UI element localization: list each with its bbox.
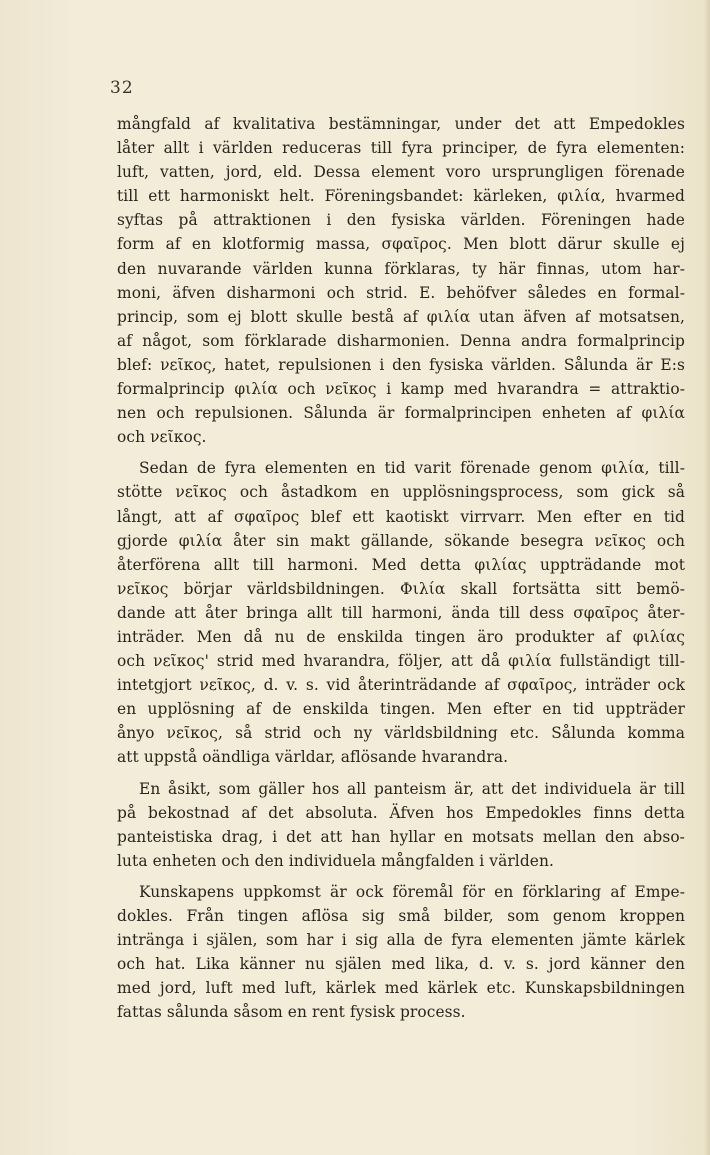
text-line: mångfald af kvalitativa bestämningar, under det att Empedokles: [117, 115, 685, 133]
page-edge-shadow: [704, 0, 710, 1155]
text-line: stötte νεῖκος och åstadkom en upplösningsprocess, som gick så: [117, 483, 685, 502]
text-line: intetgjort νεῖκος, d. v. s. vid återinträdande af σφαῖρος, inträder ock: [117, 676, 685, 695]
text-line: panteistiska drag, i det att han hyllar en motsats mellan den abso-: [117, 827, 685, 846]
text-line: moni, äfven disharmoni och strid. E. behöfver således en formal-: [117, 283, 685, 302]
text-line: på bekostnad af det absoluta. Äfven hos Empedokles finns detta: [117, 803, 685, 822]
text-line: låter allt i världen reduceras till fyra principer, de fyra elementen:: [117, 139, 685, 158]
paragraph-world-formation: [117, 456, 685, 769]
text-line: νεῖκος börjar världsbildningen. Φιλία skall fortsätta sitt bemö-: [117, 579, 685, 598]
text-line: ånyo νεῖκος, så strid och ny världsbildning etc. Sålunda komma: [117, 724, 685, 743]
text-line: med jord, luft med luft, kärlek med kärlek etc. Kunskapsbildningen: [117, 979, 685, 998]
text-line: syftas på attraktionen i den fysiska världen. Föreningen hade: [117, 211, 685, 230]
text-line: att uppstå oändliga världar, aflösande hvarandra.: [117, 748, 509, 767]
text-line: en upplösning af de enskilda tingen. Men efter en tid uppträder: [117, 700, 685, 719]
text-line: den nuvarande världen kunna förklaras, ty här finnas, utom har-: [117, 259, 685, 278]
text-line: af något, som förklarade disharmonien. Denna andra formalprincip: [117, 331, 685, 350]
text-line: till ett harmoniskt helt. Föreningsbandet: kärleken, φιλία, hvarmed: [117, 187, 685, 206]
text-line: och νεῖκος' strid med hvarandra, följer, att då φιλία fullständigt till-: [117, 652, 685, 671]
text-line: nen och repulsionen. Sålunda är formalprincipen enheten af φιλία: [117, 404, 685, 423]
text-line: Kunskapens uppkomst är ock föremål för en förklaring af Empe-: [139, 882, 685, 901]
text-line: luta enheten och den individuela mångfalden i världen.: [117, 851, 554, 870]
text-line: långt, att af σφαῖρος blef ett kaotiskt virrvarr. Men efter en tid: [117, 507, 685, 526]
paragraph-pantheism: [117, 777, 685, 873]
text-line: och hat. Lika känner nu själen med lika, d. v. s. jord känner den: [117, 955, 685, 974]
text-line: Sedan de fyra elementen en tid varit förenade genom φιλία, till-: [139, 459, 685, 478]
text-line: dokles. Från tingen aflösa sig små bilder, som genom kroppen: [117, 907, 685, 925]
paragraph-knowledge: [117, 880, 685, 1025]
text-line: dande att åter bringa allt till harmoni, ända till dess σφαῖρος åter-: [117, 603, 685, 622]
text-line: blef: νεῖκος, hatet, repulsionen i den fysiska världen. Sålunda är E:s: [117, 355, 685, 374]
page-number: 32: [110, 78, 134, 98]
text-line: inträder. Men då nu de enskilda tingen äro produkter af φιλίας: [117, 627, 685, 646]
text-line: återförena allt till harmoni. Med detta φιλίας uppträdande mot: [117, 555, 685, 574]
text-line: En åsikt, som gäller hos all panteism är, att det individuela är till: [139, 779, 685, 798]
text-line: form af en klotformig massa, σφαῖρος. Men blott därur skulle ej: [117, 235, 685, 254]
text-line: luft, vatten, jord, eld. Dessa element voro ursprungligen förenade: [117, 163, 685, 182]
text-line: fattas sålunda såsom en rent fysisk process.: [117, 1003, 466, 1022]
paragraph-empedokles-principles: [117, 112, 685, 449]
text-line: gjorde φιλία åter sin makt gällande, sökande besegra νεῖκος och: [117, 531, 685, 550]
body-text: [117, 112, 685, 1024]
text-line: princip, som ej blott skulle bestå af φιλία utan äfven af motsatsen,: [117, 307, 685, 326]
text-line: intränga i själen, som har i sig alla de fyra elementen jämte kärlek: [117, 931, 685, 950]
text-line: och νεῖκος.: [117, 428, 207, 447]
text-line: formalprincip φιλία och νεῖκος i kamp med hvarandra = attraktio-: [117, 380, 685, 399]
